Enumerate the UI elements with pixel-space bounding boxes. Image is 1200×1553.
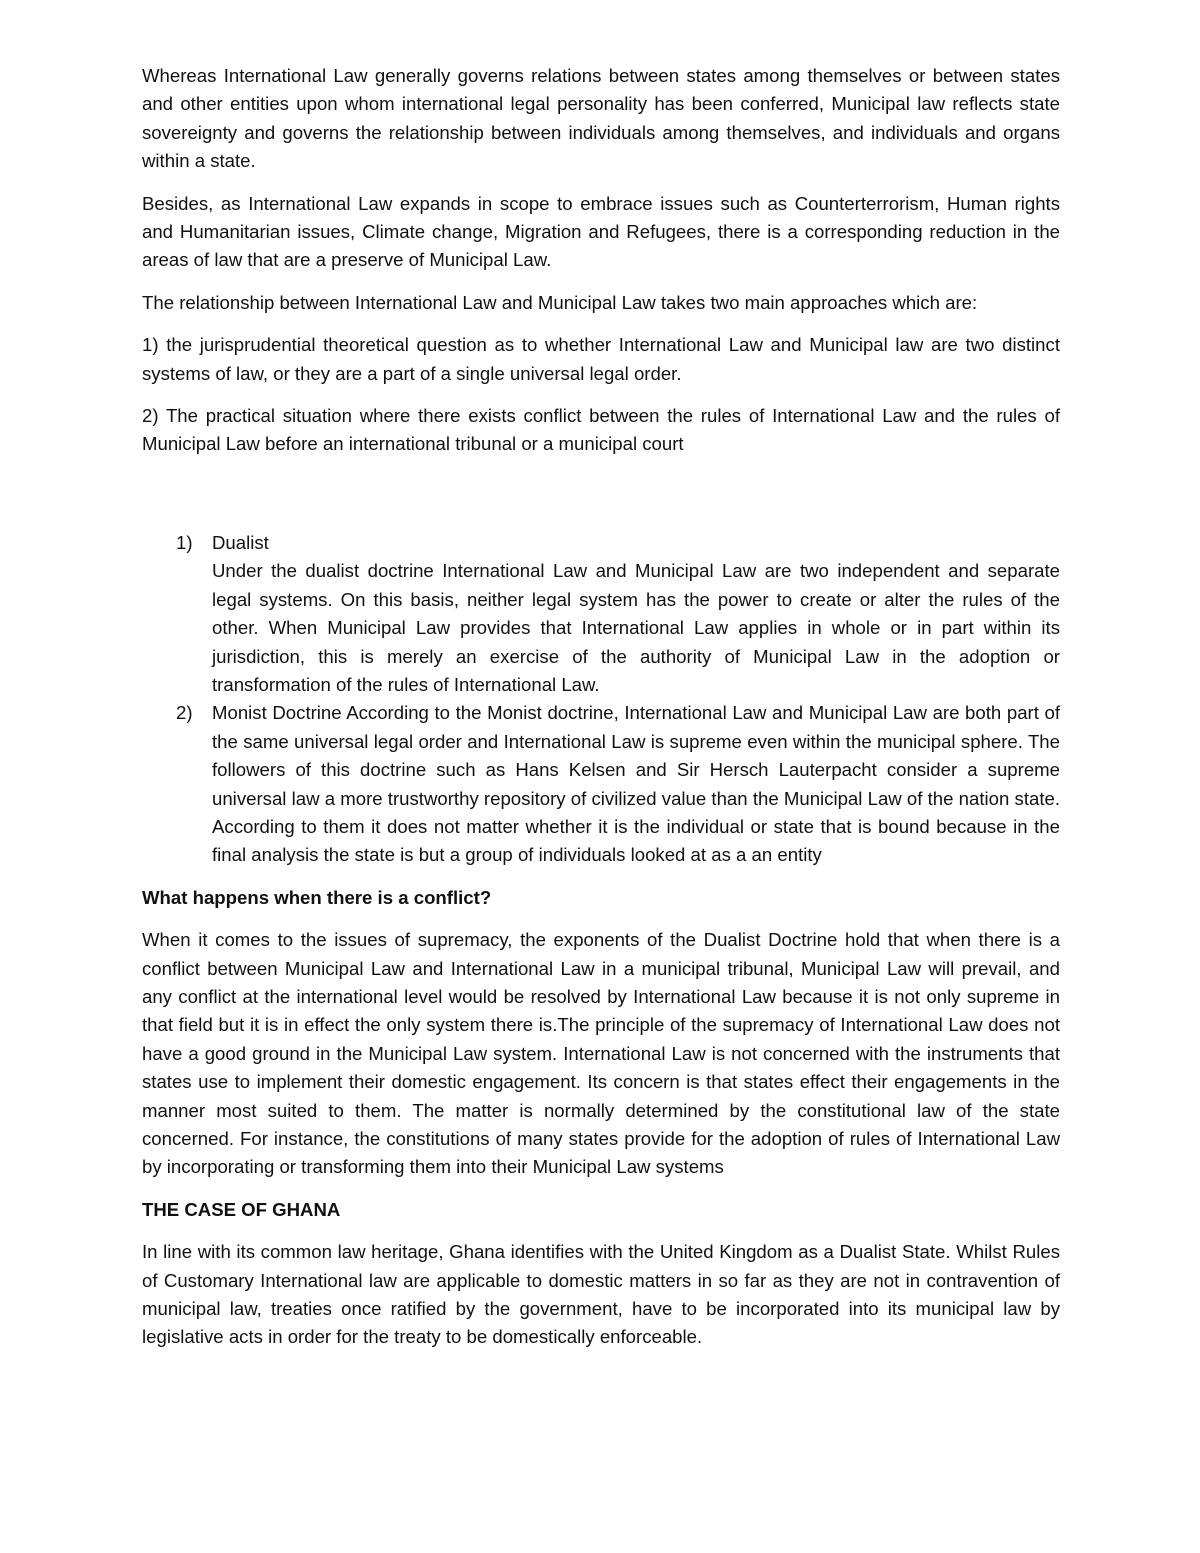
list-item-number: 2)	[176, 702, 193, 724]
dualist-title: Dualist	[212, 531, 269, 553]
blank-space	[142, 473, 1060, 529]
monist-title: Monist Doctrine	[212, 702, 342, 724]
ghana-paragraph: In line with its common law heritage, Ghana identifies with the United Kingdom as a Dualist State. Whilst Rules of Customary International law are applicable to domestic matters in so far as they are not in contravention of municipal law, treaties once ratified by the government, have to be incorporated into its municipal law by legislative acts in order for the treaty to be domestically enforceable.	[142, 1241, 1060, 1348]
approach-2-paragraph: 2) The practical situation where there exists conflict between the rules of International Law and the rules of Municipal Law before an international tribunal or a municipal court	[142, 405, 1060, 455]
dualist-body: Under the dualist doctrine International Law and Municipal Law are two independent and separate legal systems. On this basis, neither legal system has the power to create or alter the rules of the other. When Municipal Law provides that International Law applies in whole or in part within its jurisdiction, this is merely an exercise of the authority of Municipal Law in the adoption or transformation of the rules of International Law.	[212, 560, 1060, 695]
conflict-paragraph: When it comes to the issues of supremacy, the exponents of the Dualist Doctrine hold that when there is a conflict between Municipal Law and International Law in a municipal tribunal, Municipal Law will prevail, and any conflict at the international level would be resolved by International Law because it is not only supreme in that field but it is in effect the only system there is.The principle of the supremacy of International Law does not have a good ground in the Municipal Law system. International Law is not concerned with the instruments that states use to implement their domestic engagement. Its concern is that states effect their engagements in the manner most suited to them. The matter is normally determined by the constitutional law of the state concerned. For instance, the constitutions of many states provide for the adoption of rules of International Law by incorporating or transforming them into their Municipal Law systems	[142, 929, 1060, 1178]
intro-paragraph: Whereas International Law generally governs relations between states among themselves or between states and other entities upon whom international legal personality has been conferred, Municipal law reflects state sovereignty and governs the relationship between individuals among themselves, and individuals and organs within a state.	[142, 65, 1060, 172]
doctrine-list	[142, 529, 1060, 870]
scope-paragraph: Besides, as International Law expands in scope to embrace issues such as Counterterrorism, Human rights and Humanitarian issues, Climate change, Migration and Refugees, there is a corresponding reduction in the areas of law that are a preserve of Municipal Law.	[142, 192, 1060, 271]
monist-paragraph	[212, 699, 1060, 869]
list-item-number: 1)	[176, 531, 193, 553]
monist-body: According to the Monist doctrine, International Law and Municipal Law are both part of the same universal legal order and International Law is supreme even within the municipal sphere. The followers of this doctrine such as Hans Kelsen and Sir Hersch Lauterpacht consider a supreme universal law a more trustworthy repository of civilized value than the Municipal Law of the nation state. According to them it does not matter whether it is the individual or state that is bound because in the final analysis the state is but a group of individuals looked at as a an entity	[212, 702, 1061, 866]
ghana-heading: THE CASE OF GHANA	[142, 1198, 341, 1220]
conflict-heading: What happens when there is a conflict?	[142, 886, 492, 908]
document-page	[142, 62, 1060, 1366]
approaches-paragraph: The relationship between International Law and Municipal Law takes two main approaches which are:	[142, 291, 978, 313]
list-item-dualist	[142, 529, 1060, 699]
approach-1-paragraph: 1) the jurisprudential theoretical question as to whether International Law and Municipal law are two distinct systems of law, or they are a part of a single universal legal order.	[142, 334, 1060, 384]
list-item-monist	[142, 699, 1060, 869]
